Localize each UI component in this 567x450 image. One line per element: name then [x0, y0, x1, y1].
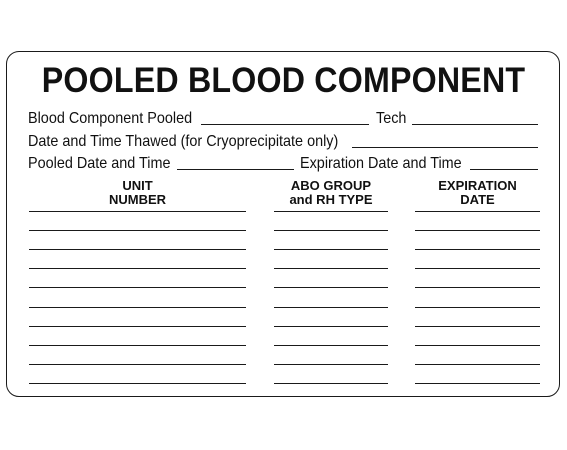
unit-number-entry-line[interactable]: [29, 364, 246, 365]
column-header-line1: UNIT: [122, 178, 153, 193]
blood-component-pooled-label: Blood Component Pooled: [28, 110, 193, 127]
abo-rh-entry-line[interactable]: [274, 307, 388, 308]
abo-rh-entry-line[interactable]: [274, 230, 388, 231]
unit-number-entry-line[interactable]: [29, 287, 246, 288]
expiration-date-entry-line[interactable]: [415, 230, 540, 231]
expiration-date-entry-line[interactable]: [415, 211, 540, 212]
expiration-date-entry-line[interactable]: [415, 307, 540, 308]
column-header-line2: NUMBER: [108, 192, 167, 207]
pooled-date-time-line[interactable]: [177, 169, 294, 170]
expiration-date-entry-line[interactable]: [415, 383, 540, 384]
expiration-date-entry-line[interactable]: [415, 249, 540, 250]
unit-number-entry-line[interactable]: [29, 268, 246, 269]
expiration-date-time-line[interactable]: [470, 169, 538, 170]
unit-number-entry-line[interactable]: [29, 211, 246, 212]
unit-number-entry-line[interactable]: [29, 345, 246, 346]
expiration-date-entry-line[interactable]: [415, 345, 540, 346]
date-time-thawed-line[interactable]: [352, 147, 538, 148]
unit-number-entry-line[interactable]: [29, 249, 246, 250]
tech-line[interactable]: [412, 124, 538, 125]
unit-number-entry-line[interactable]: [29, 230, 246, 231]
date-time-thawed-label: Date and Time Thawed (for Cryoprecipitate only): [28, 133, 339, 150]
abo-rh-entry-line[interactable]: [274, 249, 388, 250]
abo-rh-entry-line[interactable]: [274, 364, 388, 365]
abo-rh-entry-line[interactable]: [274, 211, 388, 212]
pooled-date-time-label: Pooled Date and Time: [28, 155, 171, 172]
blood-component-pooled-line[interactable]: [201, 124, 369, 125]
column-header-expiration-date: [415, 179, 540, 207]
column-header-unit-number: [29, 179, 246, 207]
expiration-date-entry-line[interactable]: [415, 364, 540, 365]
abo-rh-entry-line[interactable]: [274, 345, 388, 346]
unit-number-entry-line[interactable]: [29, 307, 246, 308]
expiration-date-entry-line[interactable]: [415, 287, 540, 288]
expiration-date-time-label: Expiration Date and Time: [300, 155, 462, 172]
column-header-line1: EXPIRATION: [438, 178, 517, 193]
expiration-date-entry-line[interactable]: [415, 268, 540, 269]
column-header-line1: ABO GROUP: [290, 178, 372, 193]
abo-rh-entry-line[interactable]: [274, 383, 388, 384]
column-header-abo-rh: [274, 179, 388, 207]
column-header-line2: DATE: [460, 192, 495, 207]
abo-rh-entry-line[interactable]: [274, 287, 388, 288]
unit-number-entry-line[interactable]: [29, 383, 246, 384]
abo-rh-entry-line[interactable]: [274, 268, 388, 269]
label-title: POOLED BLOOD COMPONENT: [41, 61, 526, 100]
expiration-date-entry-line[interactable]: [415, 326, 540, 327]
unit-number-entry-line[interactable]: [29, 326, 246, 327]
column-header-line2: and RH TYPE: [289, 192, 373, 207]
abo-rh-entry-line[interactable]: [274, 326, 388, 327]
tech-label: Tech: [376, 110, 407, 127]
